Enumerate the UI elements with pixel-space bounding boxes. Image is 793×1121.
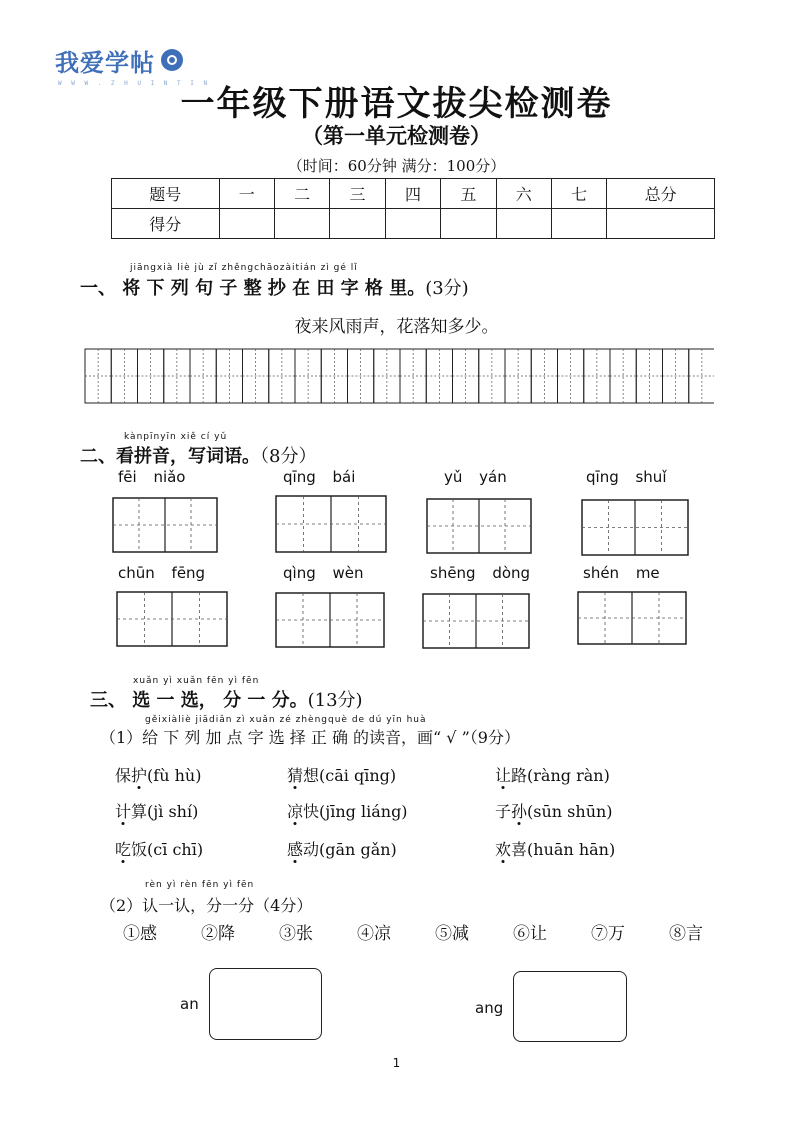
- section3-heading-text: 三、 选 一 选， 分 一 分。: [90, 690, 308, 711]
- char: 保: [115, 766, 132, 785]
- section3-heading: [90, 686, 363, 712]
- part1-pinyin: gěixiàliè jiādiǎn zì xuǎn zé zhèngquè de dú yīn huà: [145, 715, 427, 725]
- section1-pinyin: jiāngxià liè jù zǐ zhěngchāozàitián zì gé lǐ: [130, 263, 358, 273]
- word-pinyin: qīng shuǐ: [586, 468, 667, 486]
- reading-choice-item[interactable]: [495, 799, 613, 822]
- score-header-cell: 五: [441, 179, 496, 209]
- section1-heading-text: 一、 将 下 列 句 子 整 抄 在 田 字 格 里。: [80, 278, 426, 299]
- score-header-cell: 二: [274, 179, 329, 209]
- part2-pinyin: rèn yì rèn fēn yì fēn: [145, 880, 255, 890]
- sort-option: ③张: [279, 924, 313, 944]
- choice-options: (jīng liáng): [319, 802, 408, 821]
- score-header-cell: 六: [496, 179, 551, 209]
- choice-options: (gān gǎn): [319, 840, 397, 859]
- sort-option: ①感: [123, 924, 157, 944]
- box-label-ang: ang: [475, 999, 504, 1017]
- score-header-cell: 三: [330, 179, 385, 209]
- dotted-char: 计: [115, 802, 132, 821]
- score-header-cell: 题号: [112, 179, 220, 209]
- word-pinyin: chūn fēng: [118, 564, 206, 582]
- dotted-char: 护: [131, 766, 148, 785]
- dotted-char: 孙: [511, 802, 528, 821]
- score-header-cell: 一: [219, 179, 274, 209]
- sort-option: ⑦万: [591, 924, 625, 944]
- score-header-cell: 四: [385, 179, 440, 209]
- page-title: 一年级下册语文拔尖检测卷: [180, 84, 613, 124]
- section1-sentence: 夜来风雨声，花落知多少。: [294, 317, 499, 337]
- page-number: 1: [392, 1056, 401, 1070]
- choice-options: (cāi qīng): [319, 766, 397, 785]
- reading-choice-item[interactable]: [495, 837, 615, 860]
- dotted-char: 猜: [287, 766, 304, 785]
- word-pinyin: shén me: [583, 564, 660, 582]
- choice-options: (fù hù): [147, 766, 202, 785]
- answer-box-ang[interactable]: [513, 971, 627, 1042]
- box-label-an: an: [180, 995, 199, 1013]
- word-pinyin: shēng dòng: [430, 564, 531, 582]
- char: 快: [303, 802, 320, 821]
- dotted-char: 欢: [495, 840, 512, 859]
- word-pinyin: qìng wèn: [283, 564, 364, 582]
- section1-score: (3分): [425, 278, 469, 299]
- reading-choice-item[interactable]: [115, 763, 201, 786]
- sort-option: ⑤减: [435, 924, 469, 944]
- char: 动: [303, 840, 320, 859]
- reading-choice-item[interactable]: [495, 763, 610, 786]
- choice-options: (jì shí): [147, 802, 199, 821]
- dotted-char: 让: [495, 766, 512, 785]
- part1-instruction: （1）给 下 列 加 点 字 选 择 正 确 的读音，画“ √ ”（9分）: [100, 728, 520, 747]
- dotted-char: 感: [287, 840, 304, 859]
- reading-choice-item[interactable]: [115, 799, 198, 822]
- char: 子: [495, 802, 512, 821]
- section3-pinyin: xuǎn yì xuǎn fēn yì fēn: [133, 676, 260, 686]
- answer-box-an[interactable]: [209, 968, 322, 1040]
- char: 路: [511, 766, 528, 785]
- choice-options: (cī chī): [147, 840, 204, 859]
- score-row-label: 得分: [112, 209, 220, 239]
- dotted-char: 吃: [115, 840, 132, 859]
- dotted-char: 凉: [287, 802, 304, 821]
- part2-instruction: （2）认一认，分一分（4分）: [100, 896, 313, 915]
- score-header-cell: 总分: [607, 179, 715, 209]
- section2-heading-text: 二、看拼音，写词语。: [80, 446, 260, 467]
- choice-options: (ràng ràn): [527, 766, 610, 785]
- word-pinyin: yǔ yán: [444, 468, 507, 486]
- reading-choice-item[interactable]: [287, 837, 397, 860]
- page-subtitle: （第一单元检测卷）: [302, 123, 491, 148]
- section2-pinyin: kànpīnyīn xiě cí yǔ: [124, 432, 228, 442]
- reading-choice-item[interactable]: [115, 837, 203, 860]
- choice-options: (huān hān): [527, 840, 616, 859]
- reading-choice-item[interactable]: [287, 799, 408, 822]
- reading-choice-item[interactable]: [287, 763, 396, 786]
- score-header-cell: 七: [551, 179, 606, 209]
- word-pinyin: qīng bái: [283, 468, 356, 486]
- exam-meta: （时间：60分钟 满分：100分）: [287, 157, 506, 175]
- sort-option: ⑥让: [513, 924, 547, 944]
- sort-option: ②降: [201, 924, 235, 944]
- word-pinyin: fēi niǎo: [118, 468, 186, 486]
- char: 喜: [511, 840, 528, 859]
- logo-text: 我爱学帖: [55, 48, 155, 77]
- char: 想: [303, 766, 320, 785]
- choice-options: (sūn shūn): [527, 802, 613, 821]
- section3-score: (13分): [307, 690, 363, 711]
- logo-subtext: W W W . Z H U I N T I N: [58, 80, 211, 87]
- sort-option: ④凉: [357, 924, 391, 944]
- char: 饭: [131, 840, 148, 859]
- sort-option: ⑧言: [669, 924, 703, 944]
- char: 算: [131, 802, 148, 821]
- section2-score: （8分）: [260, 446, 317, 467]
